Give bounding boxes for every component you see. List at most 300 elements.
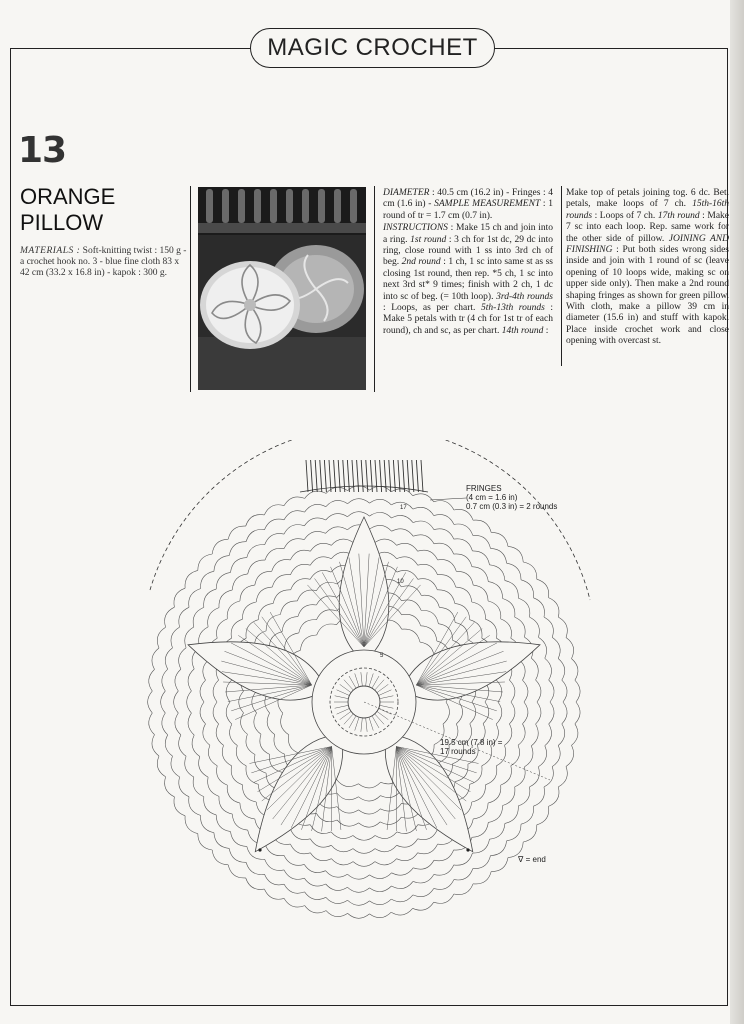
chain-loop xyxy=(470,766,482,785)
chain-loop xyxy=(488,582,502,599)
chain-loop xyxy=(316,813,337,821)
chain-loop xyxy=(472,785,486,802)
chain-loop xyxy=(284,525,304,534)
chain-loop xyxy=(434,501,454,510)
chain-loop xyxy=(284,898,305,907)
end-marker xyxy=(466,848,469,851)
chain-loop xyxy=(175,669,181,691)
chain-loop xyxy=(496,702,502,724)
chain-loop xyxy=(326,897,348,903)
chain-loop xyxy=(304,518,325,526)
chain-loop xyxy=(264,889,284,899)
chain-loop xyxy=(348,512,370,517)
chain-loop xyxy=(288,735,300,754)
chain-loop xyxy=(337,793,359,800)
chain-loop xyxy=(217,766,228,785)
chain-loop xyxy=(455,764,468,782)
chain-loop xyxy=(240,585,255,601)
chain-loop xyxy=(413,888,434,896)
chain-loop xyxy=(310,839,331,847)
chain-loop xyxy=(267,713,275,735)
chain-loop xyxy=(491,858,508,872)
chain-loop xyxy=(438,575,456,588)
finishing-column xyxy=(566,188,729,349)
chain-loop xyxy=(304,531,325,539)
chain-loop xyxy=(227,785,240,803)
instructions-column xyxy=(383,188,553,338)
chain-loop xyxy=(161,691,166,713)
chain-loop xyxy=(331,539,353,545)
chain-loop xyxy=(228,526,246,539)
chain-loop xyxy=(437,590,455,604)
column-divider xyxy=(561,186,562,366)
chain-loop xyxy=(231,558,247,573)
chain-loop xyxy=(326,871,348,878)
chain-loop xyxy=(518,598,530,617)
chain-loop xyxy=(566,745,574,766)
chain-loop xyxy=(473,803,488,819)
chain-loop xyxy=(310,825,331,834)
chain-loop xyxy=(472,822,488,837)
sample-text: : 1 round of tr = 1.7 cm (0.7 in). xyxy=(383,199,553,221)
chain-loop xyxy=(216,815,230,832)
chain-loop xyxy=(496,745,505,766)
chain-loop xyxy=(380,817,401,824)
chain-loop xyxy=(265,548,284,560)
chain-loop xyxy=(515,617,525,637)
chain-loop xyxy=(185,816,198,834)
fringe-strand xyxy=(380,460,382,492)
chain-loop xyxy=(454,853,473,865)
chain-loop xyxy=(232,814,247,830)
chain-loop xyxy=(538,746,546,767)
chain-loop xyxy=(508,546,523,562)
chain-loop xyxy=(491,532,508,546)
chain-loop xyxy=(162,713,168,735)
round14-text: : xyxy=(545,325,549,336)
chain-loop xyxy=(157,627,165,648)
end-legend-text: = end xyxy=(525,855,546,864)
chain-loop xyxy=(434,865,454,875)
materials-body: Soft-knitting twist : 150 g - a crochet hook no. 3 - blue fine cloth 83 x 42 cm (33.2 x 16.8 in) - kapok : 300 g. xyxy=(20,246,187,278)
chain-loop xyxy=(337,779,359,786)
chain-loop xyxy=(434,894,454,903)
chain-loop xyxy=(418,844,438,854)
chain-loop xyxy=(509,680,515,702)
chain-loop xyxy=(370,899,392,905)
fringe-strand xyxy=(412,460,414,492)
chain-loop xyxy=(246,878,265,890)
chain-loop xyxy=(536,702,541,724)
chain-loop xyxy=(359,796,381,801)
materials-lead: MATERIALS : xyxy=(20,246,81,256)
chain-loop xyxy=(549,680,554,702)
chain-loop xyxy=(187,691,192,713)
chain-loop xyxy=(418,564,438,574)
chain-loop xyxy=(575,680,580,702)
fringe-strand xyxy=(315,460,317,492)
chain-loop xyxy=(174,797,185,816)
chain-loop xyxy=(258,603,273,619)
chain-loop xyxy=(157,756,165,777)
chain-loop xyxy=(359,822,381,827)
chain-loop xyxy=(473,535,491,548)
chain-loop xyxy=(370,886,392,892)
chain-loop xyxy=(438,624,452,641)
chain-loop xyxy=(216,572,230,589)
chain-loop xyxy=(246,862,264,874)
chain-loop xyxy=(304,878,325,886)
chain-loop xyxy=(490,565,505,581)
chain-loop xyxy=(213,702,219,724)
chain-loop xyxy=(326,500,348,506)
materials-text xyxy=(20,246,188,279)
chain-loop xyxy=(521,580,534,598)
chain-loop xyxy=(188,669,194,691)
chain-loop xyxy=(326,911,348,917)
chain-loop xyxy=(291,564,311,574)
chain-loop xyxy=(171,627,180,648)
chain-loop xyxy=(265,534,284,545)
round17-lead: 17th round xyxy=(657,210,700,221)
chain-loop xyxy=(247,545,265,558)
round-number-10: 10 xyxy=(397,579,404,585)
chain-loop xyxy=(505,724,512,745)
chain-loop xyxy=(413,535,434,544)
chain-loop xyxy=(402,614,421,626)
chain-loop xyxy=(165,735,172,756)
chain-loop xyxy=(521,806,534,824)
chain-loop xyxy=(228,865,246,878)
chain-loop xyxy=(348,900,370,905)
chain-loop xyxy=(488,601,501,619)
chain-loop xyxy=(241,713,248,734)
chain-loop xyxy=(165,607,175,627)
chain-loop xyxy=(175,713,181,735)
chain-loop xyxy=(219,590,232,608)
chain-loop xyxy=(217,619,228,638)
chain-loop xyxy=(507,824,521,841)
chain-loop xyxy=(392,515,414,522)
chain-loop xyxy=(236,746,246,766)
chain-loop xyxy=(266,615,280,631)
chain-loop xyxy=(397,543,418,551)
chain-loop xyxy=(392,868,414,875)
chain-loop xyxy=(316,582,337,590)
chain-loop xyxy=(310,853,331,861)
magazine-title: MAGIC CROCHET xyxy=(250,28,495,68)
chain-loop xyxy=(305,504,326,512)
fringes-size: (4 cm = 1.6 in) xyxy=(466,493,518,502)
chain-loop xyxy=(418,579,438,590)
chain-loop xyxy=(317,610,337,620)
chain-loop xyxy=(536,680,541,702)
chain-loop xyxy=(326,527,348,534)
chain-loop xyxy=(575,702,580,724)
chain-loop xyxy=(434,515,454,525)
column-divider xyxy=(374,186,375,392)
chain-loop xyxy=(239,691,244,713)
chain-loop xyxy=(152,648,159,669)
chain-loop xyxy=(214,833,229,849)
chain-loop xyxy=(174,588,185,607)
round2-lead: 2nd round xyxy=(401,257,441,268)
fringe-strand xyxy=(343,460,345,492)
chain-loop xyxy=(246,734,255,754)
chain-loop xyxy=(413,874,434,883)
chain-loop xyxy=(523,680,528,702)
chain-loop xyxy=(402,600,422,610)
chain-loop xyxy=(472,551,489,565)
chain-loop xyxy=(552,637,560,658)
chain-loop xyxy=(375,539,397,545)
radius-size: 19.5 cm (7.8 in) = xyxy=(440,738,503,747)
chain-loop xyxy=(503,599,515,618)
round14-lead: 14th round xyxy=(501,325,544,336)
pillow-photo-drawing xyxy=(198,187,366,390)
chain-loop xyxy=(488,785,501,803)
chain-loop xyxy=(545,658,552,680)
chain-loop xyxy=(216,724,223,745)
chain-loop xyxy=(273,590,291,604)
round5-lead: 5th-13th rounds xyxy=(481,303,545,314)
chain-loop xyxy=(402,629,420,642)
fringes-rounds: 0.7 cm (0.3 in) = 2 rounds xyxy=(466,502,558,511)
chain-loop xyxy=(208,745,217,766)
chain-loop xyxy=(248,560,265,574)
chain-loop xyxy=(531,658,538,680)
round1-lead: 1st round xyxy=(410,234,447,245)
chain-loop xyxy=(455,603,470,619)
chain-loop xyxy=(204,797,217,815)
chain-loop xyxy=(193,777,204,797)
chain-loop xyxy=(531,724,538,746)
pattern-title-line2: PILLOW xyxy=(20,210,104,235)
chain-loop xyxy=(348,887,370,892)
chain-loop xyxy=(566,638,574,659)
chain-loop xyxy=(281,713,289,735)
chain-loop xyxy=(284,539,304,549)
chain-loop xyxy=(188,713,194,735)
chain-loop xyxy=(421,626,437,641)
chain-loop xyxy=(242,602,256,619)
chain-loop xyxy=(310,570,331,579)
chain-loop xyxy=(348,913,370,918)
chain-loop xyxy=(418,550,438,560)
chain-loop xyxy=(454,539,473,551)
chain-loop xyxy=(473,856,491,869)
crochet-chart-drawing xyxy=(110,440,630,920)
chain-loop xyxy=(208,608,219,627)
chain-loop xyxy=(189,797,201,816)
chain-loop xyxy=(265,844,284,856)
fringe-strand xyxy=(311,460,313,492)
round-number-17: 17 xyxy=(400,505,407,511)
chain-loop xyxy=(491,841,507,856)
chain-loop xyxy=(391,908,413,915)
chain-loop xyxy=(558,659,565,681)
fringe-strand xyxy=(366,460,368,492)
chain-loop xyxy=(246,515,265,527)
chain-loop xyxy=(226,702,232,724)
chain-loop xyxy=(298,605,317,617)
chain-loop xyxy=(337,807,359,814)
chain-loop xyxy=(434,880,454,890)
fringes-title: FRINGES xyxy=(466,484,502,493)
chain-loop xyxy=(348,499,370,504)
diameter-text: : 40.5 cm (16.2 in) - Fringes : 4 cm (1.6 in) - xyxy=(383,188,554,210)
fringe-strand xyxy=(347,460,349,492)
pattern-number: 13 xyxy=(18,130,67,171)
chain-loop xyxy=(505,806,518,824)
chain-loop xyxy=(470,620,482,639)
chain-loop xyxy=(272,560,291,572)
chain-loop xyxy=(421,610,438,623)
chain-loop xyxy=(501,619,512,638)
chain-loop xyxy=(260,734,270,754)
chain-loop xyxy=(549,787,559,807)
chain-loop xyxy=(274,735,285,755)
chain-loop xyxy=(524,746,533,767)
chain-loop xyxy=(227,601,240,619)
chain-loop xyxy=(421,595,439,607)
chain-loop xyxy=(473,585,488,601)
chain-loop xyxy=(518,787,530,806)
chain-loop xyxy=(434,543,454,554)
chain-loop xyxy=(537,806,549,824)
chain-loop xyxy=(284,511,305,520)
instructions-lead: INSTRUCTIONS xyxy=(383,223,448,234)
fringe-strand xyxy=(421,460,423,492)
end-marker xyxy=(258,848,261,851)
chain-loop xyxy=(171,756,180,777)
chain-loop xyxy=(534,598,545,617)
chain-loop xyxy=(438,560,457,572)
chain-loop xyxy=(413,521,434,530)
chain-loop xyxy=(439,607,455,622)
chain-loop xyxy=(562,702,567,724)
chain-loop xyxy=(454,869,473,880)
chain-loop xyxy=(252,691,257,713)
fringe-strand xyxy=(361,460,363,492)
chain-loop xyxy=(353,836,375,841)
end-symbol-icon: ∇ xyxy=(518,855,524,864)
pattern-title-line1: ORANGE xyxy=(20,184,116,209)
chain-loop xyxy=(370,499,392,505)
chain-loop xyxy=(212,850,228,865)
chain-loop xyxy=(353,862,375,867)
chain-loop xyxy=(486,619,497,638)
chain-loop xyxy=(265,859,284,870)
chain-loop xyxy=(534,787,545,806)
chain-loop xyxy=(473,520,491,532)
round15-lead: 15th-16th rounds xyxy=(566,199,730,221)
pillow-photo xyxy=(198,187,366,390)
chain-loop xyxy=(203,724,210,745)
finishing-intro: Make top of petals joining tog. 6 dc. Bet. petals, make loops of 7 ch. xyxy=(566,188,729,210)
round3-lead: 3rd-4th rounds xyxy=(496,291,553,302)
joining-text: : Put both sides wrong sides inside and join with 1 round of sc (leave opening of 10 loops wide, making sc on upper side only). Then make a 2nd round shaping fringes as shown for green pillow. With cloth, make a pillow 39 cm in diameter (15.6 in) and stuff with kapok. Place inside crochet work and close opening with overcast st. xyxy=(566,245,730,347)
joining-lead: JOINING AND FINISHING xyxy=(566,233,729,256)
chain-loop xyxy=(148,691,153,713)
chain-loop xyxy=(418,829,438,839)
chain-loop xyxy=(359,809,381,814)
chain-loop xyxy=(256,587,272,602)
chain-loop xyxy=(486,766,497,785)
chain-loop xyxy=(198,554,212,570)
chain-loop xyxy=(331,859,353,865)
chain-loop xyxy=(545,724,552,746)
chain-loop xyxy=(544,617,553,637)
petal xyxy=(339,517,389,662)
chain-loop xyxy=(310,543,331,551)
chain-loop xyxy=(397,825,418,834)
chain-loop xyxy=(284,855,304,865)
petal xyxy=(402,642,540,700)
chain-loop xyxy=(213,680,219,702)
chain-loop xyxy=(523,702,528,724)
chain-loop xyxy=(219,796,232,814)
chain-loop xyxy=(552,746,560,767)
instructions-text: : Make 15 ch and join into a ring. xyxy=(383,223,554,245)
chain-loop xyxy=(305,491,326,498)
crochet-chart xyxy=(110,440,630,920)
chain-loop xyxy=(413,507,434,515)
diameter-lead: DIAMETER xyxy=(383,188,430,198)
chain-loop xyxy=(162,669,168,691)
column-divider xyxy=(190,186,191,392)
chain-loop xyxy=(456,571,473,585)
chain-loop xyxy=(488,806,502,823)
chain-loop xyxy=(331,832,353,839)
chain-loop xyxy=(558,767,567,787)
chain-loop xyxy=(179,607,189,627)
chain-loop xyxy=(375,859,397,865)
chain-loop xyxy=(392,529,414,536)
chain-loop xyxy=(232,574,247,590)
chain-loop xyxy=(179,735,186,756)
round-number-5: 5 xyxy=(380,653,384,659)
chain-loop xyxy=(152,735,159,756)
end-legend xyxy=(518,855,546,864)
fringe-strand xyxy=(398,460,400,492)
chain-loop xyxy=(208,777,219,796)
chain-loop xyxy=(530,767,540,787)
chain-loop xyxy=(179,648,186,669)
chain-loop xyxy=(284,884,305,893)
chain-loop xyxy=(375,845,397,851)
chain-loop xyxy=(501,766,512,785)
chain-loop xyxy=(290,550,310,560)
chain-loop xyxy=(280,601,297,615)
chain-loop xyxy=(375,832,397,839)
chain-loop xyxy=(304,864,325,872)
chain-loop xyxy=(472,602,486,619)
chain-loop xyxy=(229,542,246,556)
chain-loop xyxy=(214,556,229,572)
chain-loop xyxy=(242,785,256,802)
chain-loop xyxy=(272,575,290,588)
round17-text: : Make 7 sc into each loop. Rep. same work for the other side of pillow. xyxy=(566,210,730,244)
fringe-strand xyxy=(324,460,326,492)
chain-loop xyxy=(254,713,261,734)
chain-loop xyxy=(347,874,369,879)
petal xyxy=(188,642,326,700)
chain-loop xyxy=(518,724,525,745)
chain-loop xyxy=(317,624,337,635)
chain-loop xyxy=(185,756,194,777)
chain-loop xyxy=(204,589,217,607)
